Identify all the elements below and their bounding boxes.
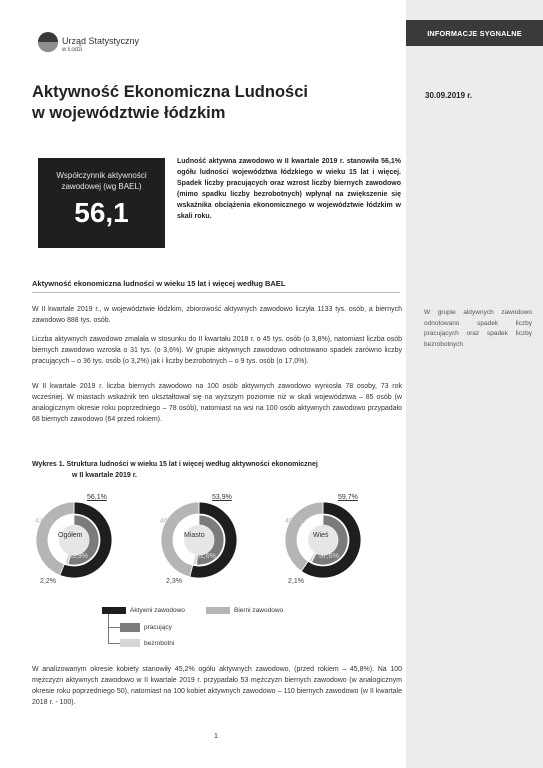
- paragraph-1: W II kwartale 2019 r., w województwie łódzkim, zbiorowość aktywnych zawodowo liczyła 1133 tys. osób, a biernych zawodowo 888 tys. osób.: [32, 306, 402, 324]
- lead-paragraph: Ludność aktywna zawodowo w II kwartale 2019 r. stanowiła 56,1% ogółu ludności województwa łódzkiego w wieku 15 lat i więcej. Spadek liczby pracujących oraz wzrost liczby biernych zawodowo (mimo spadku liczby bezrobotnych) wpłynął na zwiększenie się wskaźnika obciążenia ekonomicznego w województwie łódzkim w skali roku.: [177, 158, 401, 220]
- page-number: 1: [214, 733, 218, 740]
- legend-connector: [108, 614, 109, 643]
- donut-miasto-bierni-label: 46,1%: [160, 518, 180, 525]
- legend-label-bierni: Bierni zawodowo: [234, 607, 284, 614]
- legend-item-aktywni: [102, 607, 185, 614]
- logo: [38, 32, 158, 64]
- side-note: W grupie aktywnych zawodowo odnotowano spadek liczby pracujących oraz spadek liczby bezrobotnych: [424, 309, 532, 348]
- donut-miasto-center-label: Miasto: [184, 532, 205, 539]
- donut-wies-pracujacy-label: 57,6%: [319, 553, 339, 560]
- donut-miasto-aktywni-label: 53,9%: [212, 494, 232, 501]
- publication-date: 30.09.2019 r.: [425, 91, 473, 100]
- donut-ogolem: [34, 494, 114, 584]
- donut-ogolem-bierni-label: 43,9%: [35, 518, 55, 525]
- donut-miasto-svg: [159, 494, 239, 584]
- donut-miasto-pracujacy-label: 51,6%: [196, 553, 216, 560]
- legend-swatch-bierni: [206, 607, 230, 614]
- legend-label-bezrobotni: bezrobotni: [144, 639, 175, 647]
- donut-wies-aktywni-label: 59,7%: [338, 494, 358, 501]
- donut-wies-center-label: Wieś: [313, 532, 329, 539]
- section-divider: [32, 292, 400, 293]
- page-title: [32, 82, 362, 124]
- paragraph-2: Liczba aktywnych zawodowo zmalała w stosunku do II kwartału 2018 r. o 45 tys. osób (o 3,8%), natomiast liczba osób biernych zawodowo wzrosła o 31 tys. (o 3,6%). W grupie aktywnych zawodowo odnotowano spadek zarówno liczby pracujących – o 36 tys. osób (o 3,2%) jak i liczby bezrobotnych – o 9 tys. osób (o 17,0%).: [32, 336, 402, 365]
- donut-ogolem-bezrobotni-label: 2,2%: [40, 578, 56, 585]
- legend-label-pracujacy: pracujący: [144, 624, 172, 631]
- chart-title: [32, 460, 402, 481]
- donut-miasto-bezrobotni-label: 2,3%: [166, 578, 182, 585]
- donut-wies-bezrobotni-label: 2,1%: [288, 578, 304, 585]
- logo-subtitle: w Łodzi: [62, 47, 83, 53]
- donut-ogolem-center-label: Ogółem: [58, 532, 83, 539]
- donut-ogolem-aktywni-label: 56,1%: [87, 494, 107, 501]
- donut-ogolem-svg: [34, 494, 114, 584]
- chart-title-line-1: Wykres 1. Struktura ludności w wieku 15 lat i więcej według aktywności ekonomicznej: [32, 461, 318, 468]
- donut-wies-svg: [283, 494, 363, 584]
- paragraph-3: W II kwartale 2019 r. liczba biernych zawodowo na 100 osób aktywnych zawodowo wyniosła 78 osoby, 73 rok wcześniej. W miastach wskaźnik ten ukształtował się na wyższym poziomie niż w skali województwa – 85 osób (w analogicznym okresie roku poprzedniego – 78 osób), natomiast na wsi na 100 osób aktywnych zawodowo przypadało 68 biernych zawodowo (64 przed rokiem).: [32, 383, 402, 423]
- info-tag: INFORMACJE SYGNALNE: [406, 20, 543, 46]
- donut-ogolem-center: [59, 525, 89, 555]
- chart-legend: [102, 607, 362, 652]
- section-heading: Aktywność ekonomiczna ludności w wieku 15 lat i więcej według BAEL: [32, 279, 286, 288]
- logo-icon: [38, 32, 58, 52]
- title-line-2: w województwie łódzkim: [32, 104, 226, 122]
- donut-miasto: [159, 494, 239, 584]
- chart-title-line-2: w II kwartale 2019 r.: [72, 471, 137, 479]
- legend-item-bierni: [206, 607, 283, 614]
- legend-item-bezrobotni: [120, 639, 174, 647]
- donut-wies-bierni-label: 40,3%: [285, 518, 305, 525]
- donut-wies: [283, 494, 363, 584]
- title-line-1: Aktywność Ekonomiczna Ludności: [32, 83, 308, 101]
- stat-box: [38, 158, 165, 248]
- stat-label: Współczynnik aktywności zawodowej (wg BAEL): [56, 171, 147, 191]
- logo-name: Urząd Statystyczny: [62, 36, 140, 46]
- legend-connector-bezrobotni: [108, 643, 120, 644]
- legend-swatch-aktywni: [102, 607, 126, 614]
- stat-value: 56,1: [74, 197, 129, 228]
- legend-item-pracujacy: [120, 623, 172, 632]
- donut-wies-center: [308, 525, 338, 555]
- legend-swatch-pracujacy: [120, 623, 140, 632]
- legend-connector-pracujacy: [108, 627, 120, 628]
- legend-swatch-bezrobotni: [120, 639, 140, 647]
- legend-label-aktywni: Aktywni zawodowo: [130, 607, 185, 614]
- donut-miasto-center: [184, 525, 214, 555]
- right-sidebar: [406, 0, 543, 768]
- paragraph-4: W analizowanym okresie kobiety stanowiły 45,2% ogółu aktywnych zawodowo, (przed rokiem – 45,8%). Na 100 mężczyzn aktywnych zawodowo w II kwartale 2019 r. przypadało 53 mężczyzn biernych zawodowo (w analogicznym okresie roku poprzedniego 50), natomiast na 100 kobiet aktywnych zawodowo – 110 biernych zawodowo (w II kwartale 2018 r. - 100).: [32, 666, 402, 706]
- donut-ogolem-pracujacy-label: 53,9%: [68, 553, 88, 560]
